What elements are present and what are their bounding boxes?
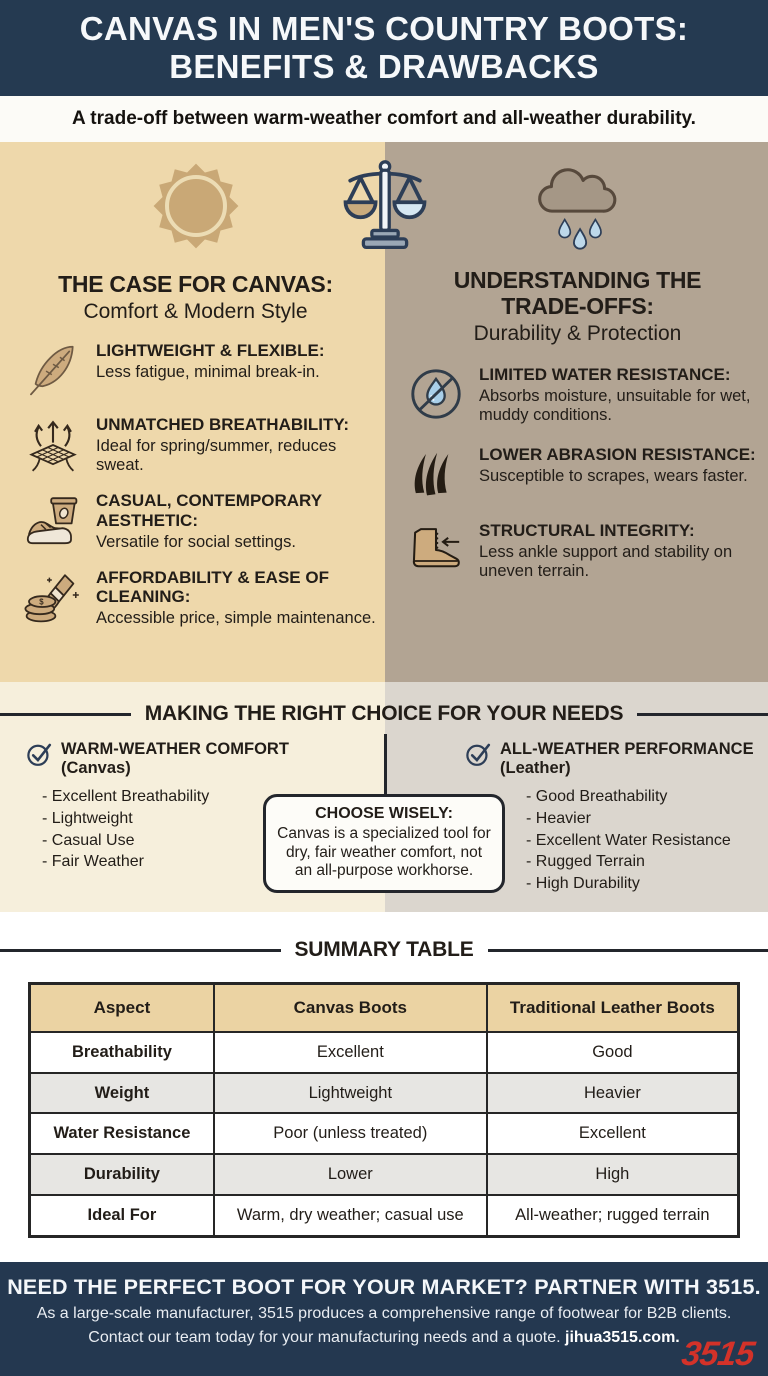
heading-rule-right (637, 713, 768, 716)
table-cell: Warm, dry weather; casual use (214, 1195, 487, 1236)
choose-wisely-callout (263, 794, 505, 893)
table-cell: Lower (214, 1154, 487, 1195)
canvas-cons-column (385, 142, 768, 682)
feature-desc: Susceptible to scrapes, wears faster. (479, 466, 748, 485)
feature-desc: Accessible price, simple maintenance. (96, 608, 376, 627)
list-item (405, 365, 758, 425)
subtitle-band (0, 96, 768, 142)
column-header: Canvas Boots (214, 984, 487, 1032)
page-title-line2: BENEFITS & DRAWBACKS (169, 48, 599, 85)
list-item: - High Durability (526, 873, 768, 895)
feature-title: AFFORDABILITY & EASE OF CLEANING: (96, 567, 329, 607)
list-item: - Heavier (526, 808, 768, 830)
table-cell: Excellent (214, 1032, 487, 1073)
choice-canvas-header (26, 740, 385, 778)
website-link[interactable]: jihua3515.com. (565, 1329, 680, 1346)
choice-leather-title: ALL-WEATHER PERFORMANCE (500, 740, 754, 758)
boot-icon (405, 521, 467, 579)
table-row (30, 1195, 739, 1236)
column-header: Aspect (30, 984, 214, 1032)
pros-heading: THE CASE FOR CANVAS: (58, 271, 333, 297)
feature-title: CASUAL, CONTEMPORARY AESTHETIC: (96, 491, 322, 530)
list-item: - Casual Use (42, 830, 385, 852)
header-banner (0, 0, 768, 96)
list-item (405, 521, 758, 581)
callout-title: CHOOSE WISELY: (315, 805, 453, 822)
table-header-row (30, 984, 739, 1032)
pros-subheading: Comfort & Modern Style (83, 299, 308, 323)
cons-heading (397, 268, 758, 320)
list-item: - Fair Weather (42, 851, 385, 873)
table-cell: Excellent (487, 1113, 739, 1154)
summary-table (28, 982, 740, 1238)
page-title (80, 10, 688, 85)
feature-title: STRUCTURAL INTEGRITY: (479, 521, 695, 541)
feature-text (479, 365, 758, 425)
list-item: - Excellent Water Resistance (526, 830, 768, 852)
page-title-line1: CANVAS IN MEN'S COUNTRY BOOTS: (79, 10, 689, 48)
choice-heading-row (0, 702, 768, 726)
table-cell: Water Resistance (30, 1113, 214, 1154)
feature-title: UNMATCHED BREATHABILITY: (96, 415, 350, 435)
feature-text (96, 491, 377, 551)
connector-line (384, 734, 387, 798)
list-item: - Good Breathability (526, 786, 768, 808)
cons-heading-line1: UNDERSTANDING THE (453, 267, 702, 293)
choice-leather-header (465, 740, 768, 778)
table-cell: Weight (30, 1073, 214, 1114)
footer-line1: As a large-scale manufacturer, 3515 produces a comprehensive range of footwear for B2B clients. (36, 1305, 732, 1322)
choice-canvas-title: WARM-WEATHER COMFORT (61, 740, 289, 758)
list-item (22, 491, 377, 551)
cons-list (397, 365, 758, 581)
list-item (405, 445, 758, 501)
feature-desc: Absorbs moisture, unsuitable for wet, muddy conditions. (479, 386, 751, 424)
summary-heading-row (0, 938, 768, 962)
footer-headline: NEED THE PERFECT BOOT FOR YOUR MARKET? PARTNER WITH 3515. (7, 1275, 761, 1299)
feature-desc: Ideal for spring/summer, reduces sweat. (96, 436, 337, 475)
table-cell: Lightweight (214, 1073, 487, 1114)
summary-section (0, 912, 768, 1262)
table-row (30, 1073, 739, 1114)
pros-cons-section (0, 142, 768, 682)
feature-text (479, 521, 758, 581)
sun-icon (14, 156, 377, 256)
choice-leather-title-block (500, 740, 754, 778)
list-item: - Lightweight (42, 808, 385, 830)
feature-desc: Less fatigue, minimal break-in. (96, 362, 320, 381)
callout-text: Canvas is a specialized tool for dry, fair weather comfort, not an all-purpose workhorse. (277, 825, 491, 880)
feature-title: LIGHTWEIGHT & FLEXIBLE: (96, 341, 325, 361)
column-header: Traditional Leather Boots (487, 984, 739, 1032)
list-item: - Rugged Terrain (526, 851, 768, 873)
feature-desc: Versatile for social settings. (96, 532, 296, 551)
table-row (30, 1032, 739, 1073)
table-cell: Poor (unless treated) (214, 1113, 487, 1154)
check-circle-icon (26, 741, 53, 768)
table-cell: Durability (30, 1154, 214, 1195)
footer-contact-text: Contact our team today for your manufacturing needs and a quote. (88, 1329, 561, 1346)
table-cell: Ideal For (30, 1195, 214, 1236)
table-cell: High (487, 1154, 739, 1195)
table-row (30, 1154, 739, 1195)
feature-text (479, 445, 756, 486)
footer-banner (0, 1262, 768, 1376)
feature-title: LOWER ABRASION RESISTANCE: (479, 445, 756, 465)
choice-section (0, 682, 768, 912)
claw-marks-icon (405, 445, 467, 501)
list-item (22, 341, 377, 399)
svg-text:$: $ (39, 597, 44, 607)
feature-title: LIMITED WATER RESISTANCE: (479, 365, 731, 385)
table-row (30, 1113, 739, 1154)
choice-heading: MAKING THE RIGHT CHOICE FOR YOUR NEEDS (144, 702, 624, 725)
breathable-mesh-icon (22, 415, 84, 475)
no-water-icon (405, 365, 467, 423)
cons-heading-line2: TRADE-OFFS: (501, 292, 654, 319)
brand-logo-3515: 3515 (679, 1335, 757, 1373)
rain-cloud-icon (397, 160, 758, 252)
choice-leather-list (526, 786, 768, 894)
cons-subheading: Durability & Protection (473, 321, 682, 345)
feature-text (96, 341, 325, 382)
summary-heading: SUMMARY TABLE (294, 938, 474, 961)
feature-text (96, 415, 377, 475)
list-item (22, 568, 377, 628)
coins-brush-icon (22, 568, 84, 628)
pros-list (14, 341, 377, 628)
table-cell: Good (487, 1032, 739, 1073)
balance-scale-icon (338, 156, 432, 256)
table-cell: Breathability (30, 1032, 214, 1073)
choice-canvas-subtitle: (Canvas) (61, 759, 131, 778)
page-subtitle: A trade-off between warm-weather comfort and all-weather durability. (72, 108, 696, 129)
feather-icon (22, 341, 84, 399)
list-item: - Excellent Breathability (42, 786, 385, 808)
choice-canvas-title-block (61, 740, 289, 778)
canvas-pros-column (0, 142, 385, 682)
table-cell: All-weather; rugged terrain (487, 1195, 739, 1236)
heading-rule-left (0, 713, 131, 716)
table-cell: Heavier (487, 1073, 739, 1114)
sneaker-coffee-icon (22, 491, 84, 551)
footer-line2 (8, 1328, 760, 1348)
list-item (22, 415, 377, 475)
feature-text (96, 568, 377, 628)
feature-desc: Less ankle support and stability on uneven terrain. (479, 542, 733, 580)
choice-leather-subtitle: (Leather) (500, 759, 571, 778)
heading-rule-right (488, 949, 768, 952)
heading-rule-left (0, 949, 281, 952)
check-circle-icon (465, 741, 492, 768)
